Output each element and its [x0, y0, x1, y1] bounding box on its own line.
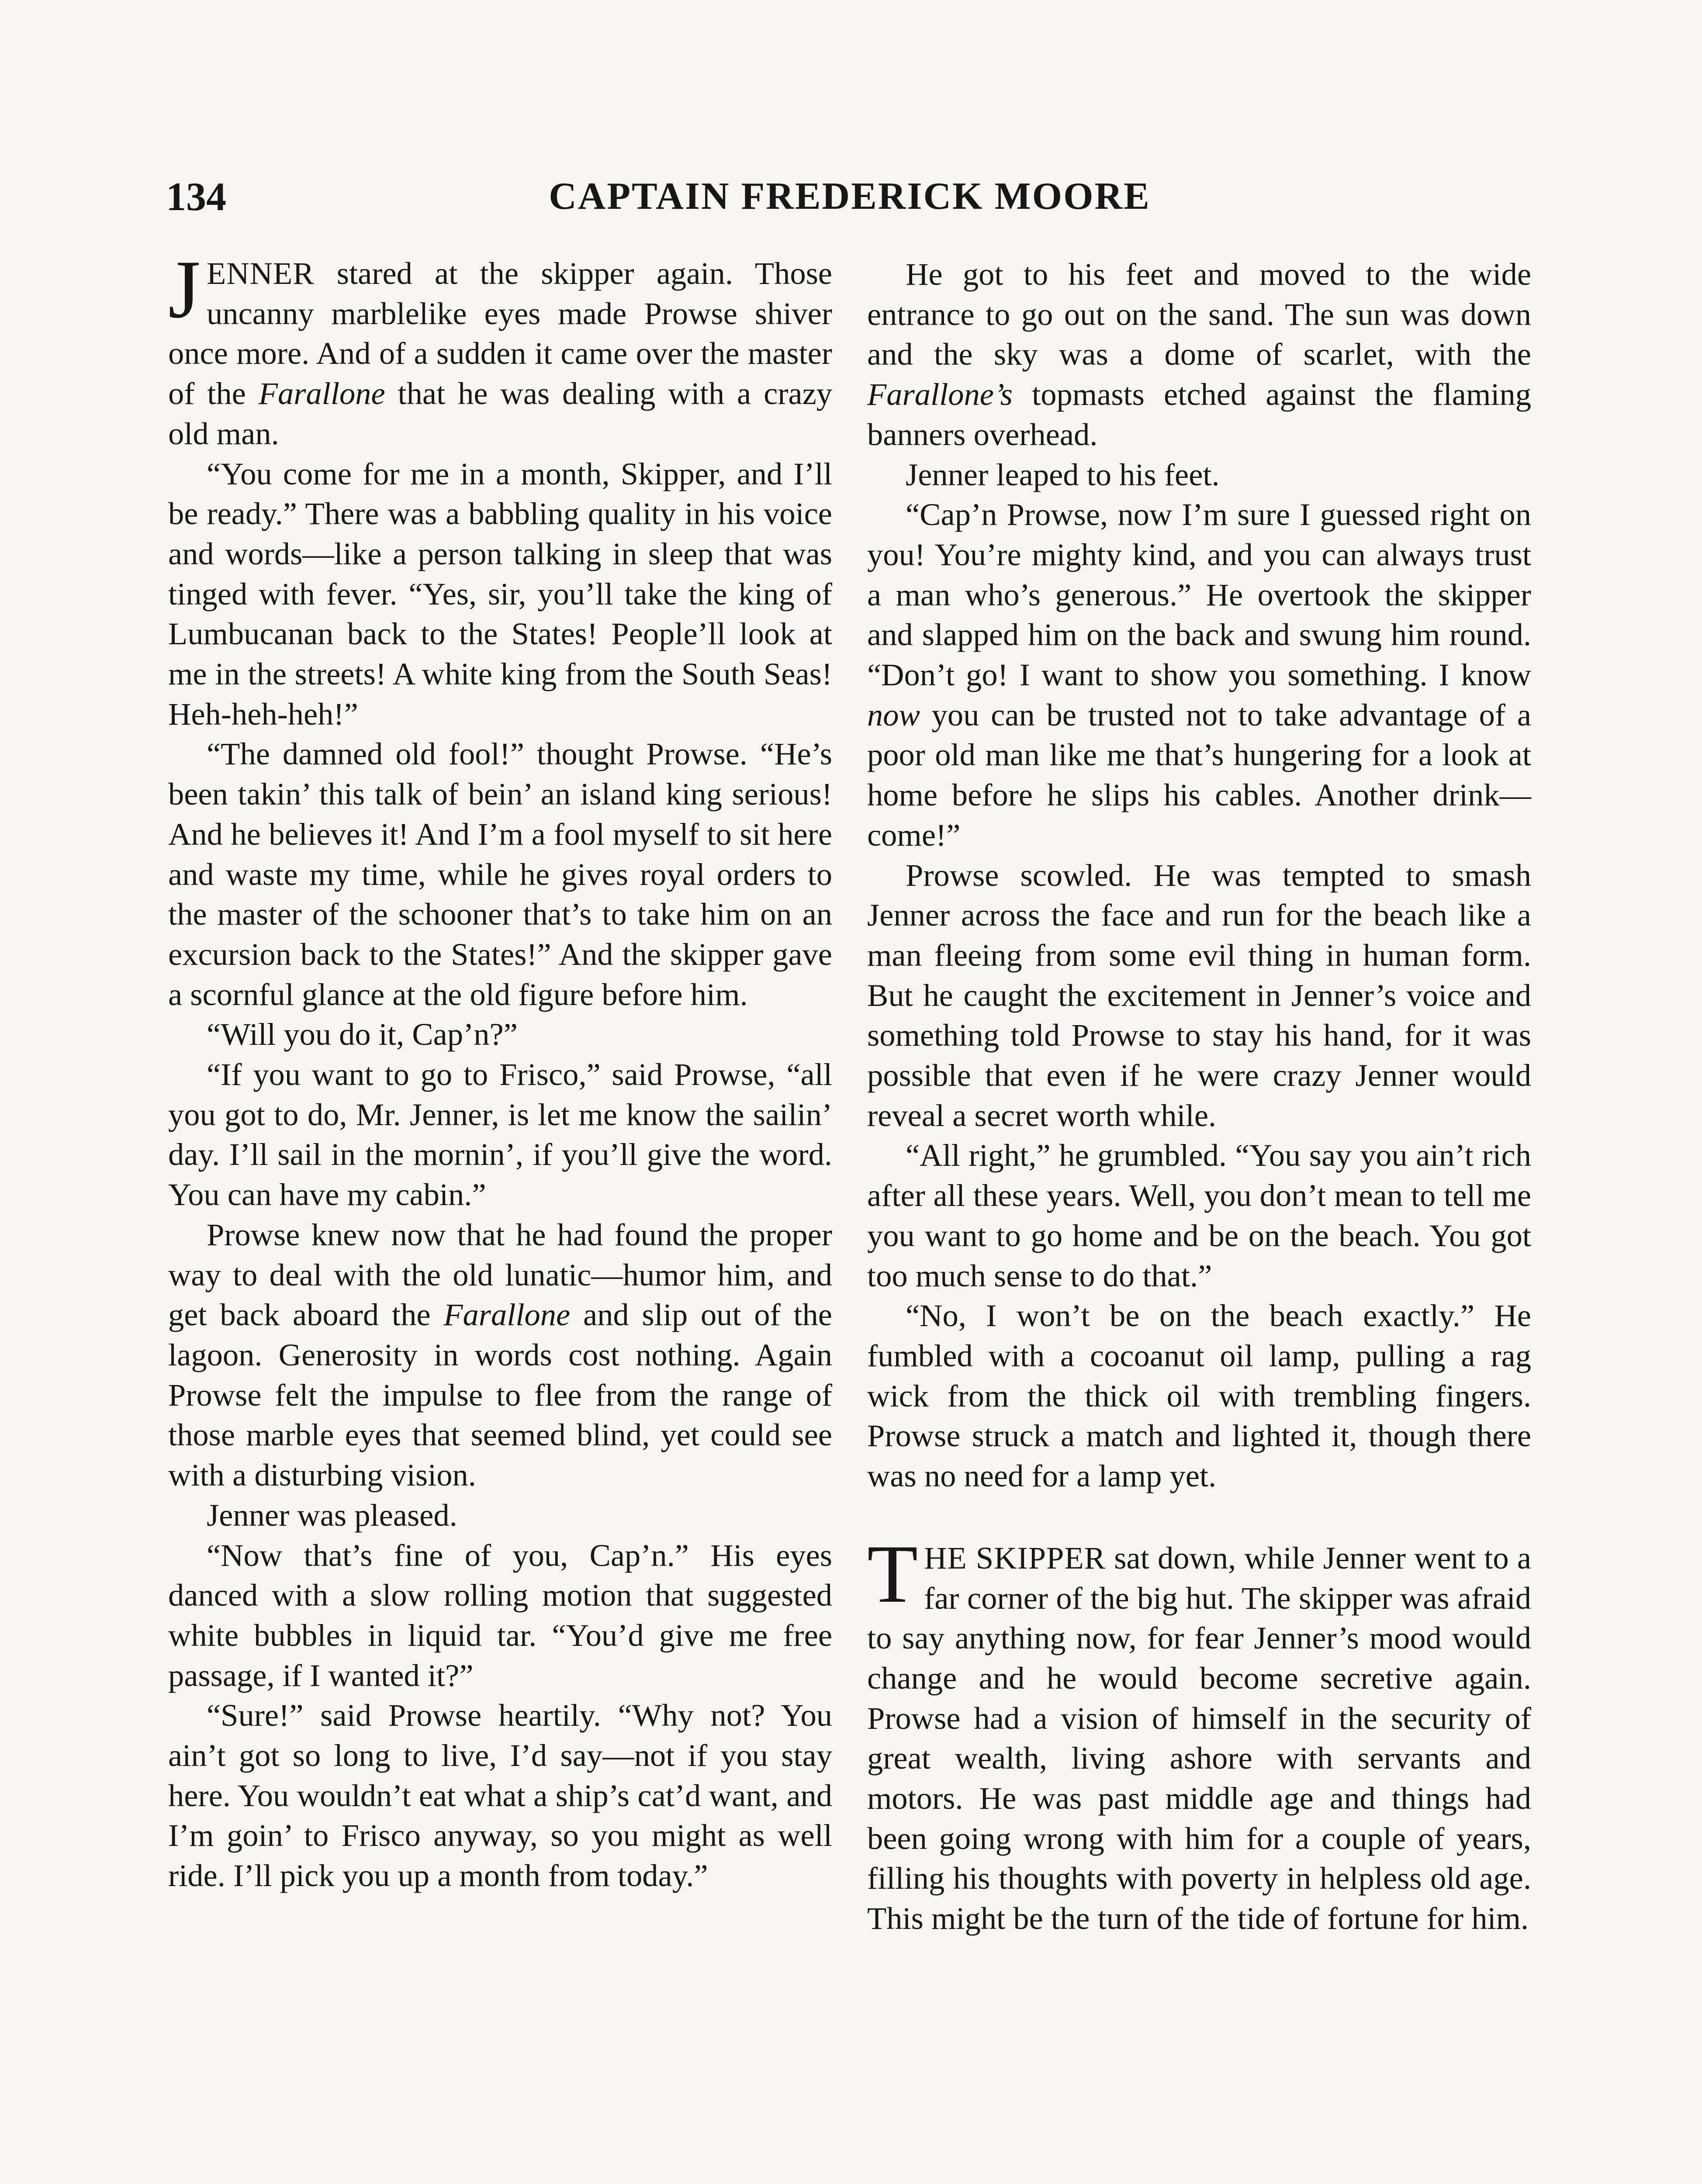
paragraph: [168, 1535, 832, 1696]
text-run: “If you want to go to Frisco,” said Prowse, “all you got to do, Mr. Jenner, is let me know the sailin’ day. I’ll sail in the mornin’, if you’ll give the word. You can have my cabin.”: [168, 1057, 832, 1213]
paragraph: [168, 1054, 832, 1215]
text-run: “Will you do it, Cap’n?”: [207, 1016, 518, 1052]
running-title: CAPTAIN FREDERICK MOORE: [549, 175, 1151, 218]
italic-text: Farallone: [258, 376, 385, 411]
paragraph: [168, 1215, 832, 1495]
lead-in-text: HE SKIPPER: [924, 1540, 1106, 1576]
text-run: “No, I won’t be on the beach exactly.” He fumbled with a cocoanut oil lamp, pulling a rag wick from the thick oil with trembling fingers. Prowse struck a match and lighted it, though there was no need for a lamp yet.: [867, 1298, 1531, 1494]
italic-text: Farallone’s: [867, 377, 1013, 412]
text-run: sat down, while Jenner went to a far corner of the big hut. The skipper was afraid to say anything now, for fear Jenner’s mood would change and he would become secretive again. Prowse had a vision of himself in the security of great wealth, living ashore with servants and motors. He was past middle age and things had been going wrong with him for a couple of years, filling his thoughts with poverty in helpless old age. This might be the turn of the tide of fortune for him.: [867, 1540, 1531, 1936]
text-run: Jenner leaped to his feet.: [906, 456, 1220, 492]
paragraph: [168, 734, 832, 1014]
text-run: stared at the skipper again. Those uncanny marblelike eyes made Prowse shiver once more. And of a sudden it came over the master of the: [168, 256, 832, 411]
paragraph: [168, 1495, 832, 1535]
page-number: 134: [166, 174, 226, 219]
paragraph: [168, 454, 832, 734]
section-opening-paragraph: [867, 1528, 1531, 1939]
text-run: He got to his feet and moved to the wide entrance to go out on the sand. The sun was down and the sky was a dome of scarlet, with the: [867, 256, 1531, 372]
text-run: topmasts etched against the flaming banners overhead.: [867, 377, 1531, 452]
page-header: [166, 166, 1533, 227]
paragraph: [867, 455, 1531, 495]
paragraph: [867, 1135, 1531, 1296]
italic-text: now: [867, 697, 920, 733]
text-run: “All right,” he grumbled. “You say you ain’t rich after all these years. Well, you don’t mean to tell me you want to go home and be on the beach. You got too much sense to do that.”: [867, 1137, 1531, 1293]
text-run: “You come for me in a month, Skipper, and I’ll be ready.” There was a babbling quality in his voice and words—like a person talking in sleep that was tinged with fever. “Yes, sir, you’ll take the king of Lumbucanan back to the States! People’ll look at me in the streets! A white king from the South Seas! Heh-heh-heh!”: [168, 456, 832, 732]
paragraph: [867, 855, 1531, 1136]
text-run: and slip out of the lagoon. Generosity in words cost nothing. Again Prowse felt the impulse to flee from the range of those marble eyes that seemed blind, yet could see with a disturbing vision.: [168, 1297, 832, 1493]
drop-cap: J: [168, 244, 201, 335]
paragraph: [168, 1695, 832, 1896]
drop-cap: T: [867, 1528, 918, 1620]
text-run: “The damned old fool!” thought Prowse. “He’s been takin’ this talk of bein’ an island king serious! And he believes it! And I’m a fool myself to sit here and waste my time, while he gives royal orders to the master of the schooner that’s to take him on an excursion back to the States!” And the skipper gave a scornful glance at the old figure before him.: [168, 736, 832, 1012]
paragraph: [867, 254, 1531, 455]
paragraph: [867, 1296, 1531, 1496]
italic-text: Farallone: [443, 1297, 571, 1333]
opening-paragraph: [168, 244, 833, 454]
text-run: that he was dealing with a crazy old man.: [168, 376, 833, 451]
lead-in-text: ENNER: [206, 256, 315, 291]
text-run: you can be trusted not to take advantage of a poor old man like me that’s hungering for a look at home before he slips his cables. Another drink—come!”: [867, 697, 1531, 853]
paragraph: [168, 1014, 832, 1054]
text-run: “Sure!” said Prowse heartily. “Why not? You ain’t got so long to live, I’d say—not if you stay here. You wouldn’t eat what a ship’s cat’d want, and I’m goin’ to Frisco anyway, so you might as well ride. I’ll pick you up a month from today.”: [168, 1697, 832, 1894]
left-text-column: [168, 244, 833, 1896]
paragraph: [867, 494, 1531, 855]
text-run: “Cap’n Prowse, now I’m sure I guessed right on you! You’re mighty kind, and you can always trust a man who’s generous.” He overtook the skipper and slapped him on the back and swung him round. “Don’t go! I want to show you something. I know: [867, 497, 1531, 693]
text-run: Prowse scowled. He was tempted to smash Jenner across the face and run for the beach like a man fleeing from some evil thing in human form. But he caught the excitement in Jenner’s voice and something told Prowse to stay his hand, for it was possible that even if he were crazy Jenner would reveal a secret worth while.: [867, 857, 1531, 1133]
text-run: Prowse knew now that he had found the proper way to deal with the old lunatic—humor him, and get back aboard the: [168, 1216, 832, 1333]
text-run: Jenner was pleased.: [207, 1497, 457, 1533]
text-run: “Now that’s fine of you, Cap’n.” His eyes danced with a slow rolling motion that suggested white bubbles in liquid tar. “You’d give me free passage, if I wanted it?”: [168, 1537, 832, 1693]
right-text-column: [867, 254, 1531, 1939]
